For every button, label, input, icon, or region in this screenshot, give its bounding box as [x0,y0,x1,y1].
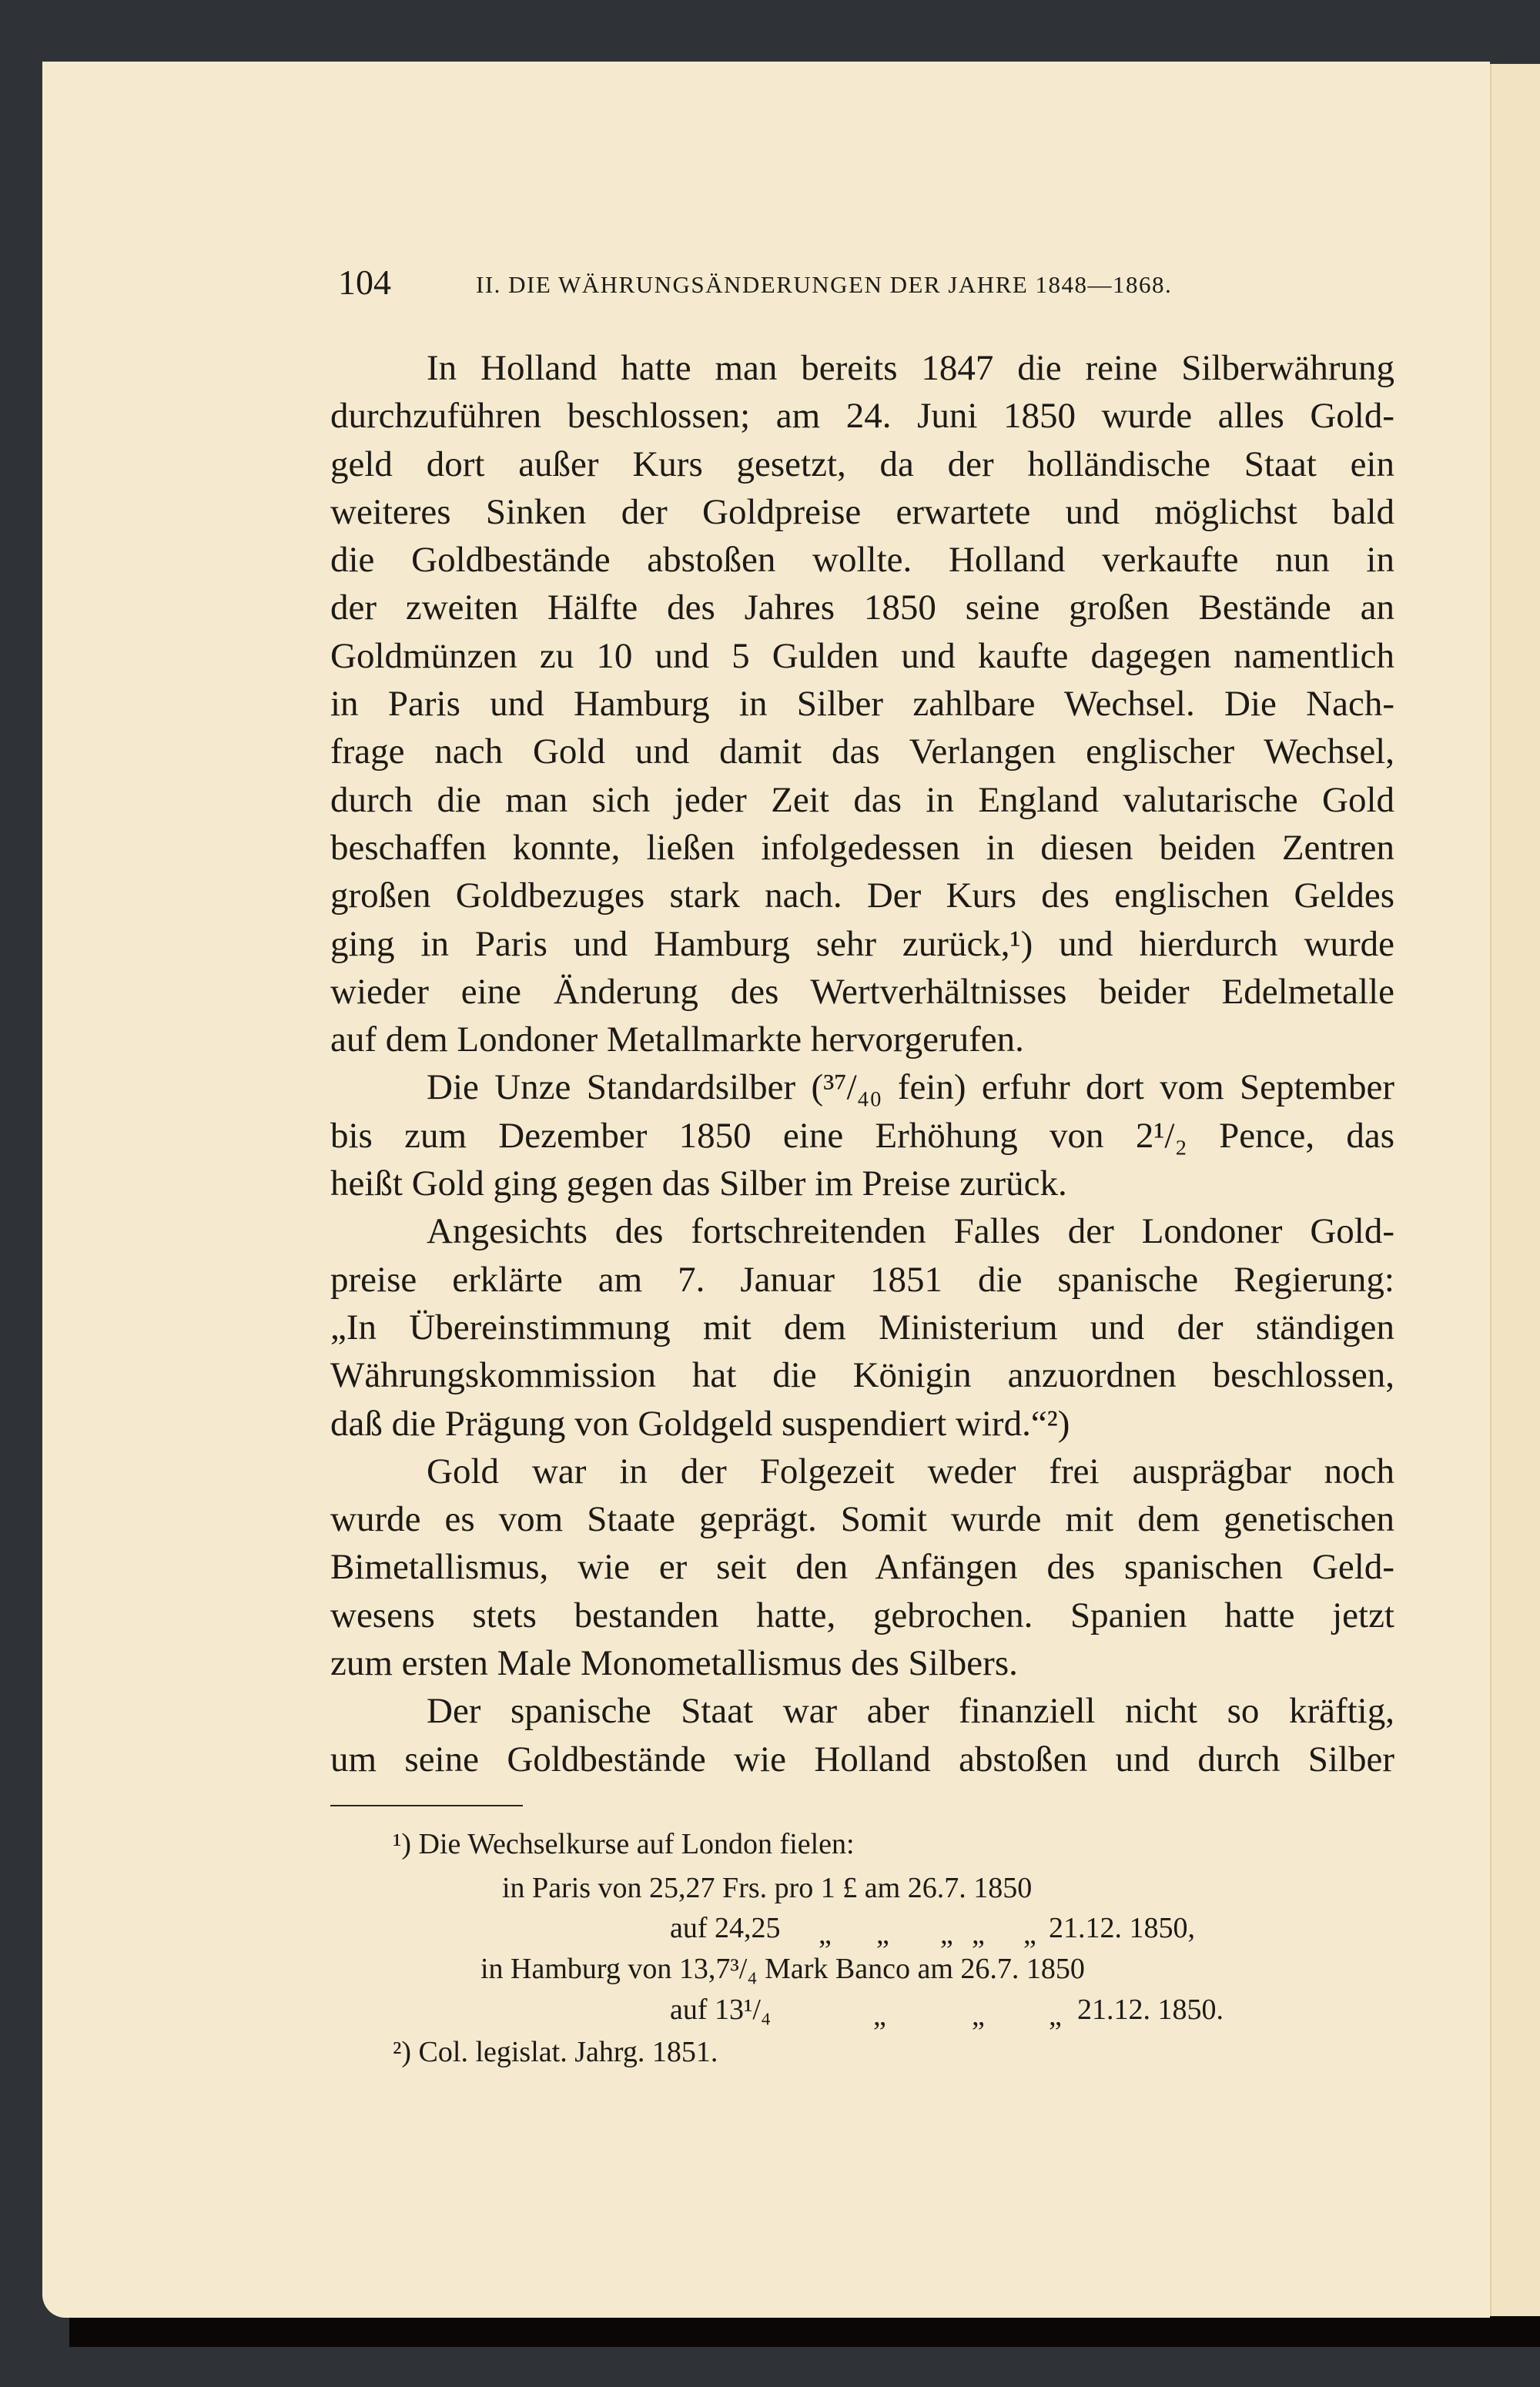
text-line: daß die Prägung von Goldgeld suspendiert wird.“²) [330,1403,1070,1444]
ditto-mark: „ [972,2000,985,2032]
text-line: durch die man sich jeder Zeit das in England valutarische Gold [330,779,1394,820]
text-line: Angesichts des fortschreitenden Falles der Londoner Gold- [427,1211,1394,1252]
ditto-mark: „ [876,1918,889,1950]
text-line: auf dem Londoner Metallmarkte hervorgerufen. [330,1019,1024,1060]
footnote-1-paris-from: in Paris von 25,27 Frs. pro 1 £ am 26.7. 1850 [502,1872,1033,1904]
ditto-mark: „ [873,2000,886,2032]
text-line: frage nach Gold und damit das Verlangen englischer Wechsel, [330,732,1394,772]
text-line: wesens stets bestanden hatte, gebrochen. Spanien hatte jetzt [330,1595,1394,1635]
text-line: um seine Goldbestände wie Holland abstoßen und durch Silber [330,1739,1394,1779]
footnote-2: ²) Col. legislat. Jahrg. 1851. [393,2036,718,2068]
running-title: II. DIE WÄHRUNGSÄNDERUNGEN DER JAHRE 1848—1868. [476,271,1173,298]
text-line: Die Unze Standardsilber (³⁷/₄₀ fein) erfuhr dort vom September [427,1067,1394,1108]
text-line: preise erklärte am 7. Januar 1851 die spanische Regierung: [330,1259,1394,1300]
ditto-mark: „ [940,1918,953,1950]
text-line: bis zum Dezember 1850 eine Erhöhung von 2¹/₂ Pence, das [330,1115,1394,1156]
text-line: geld dort außer Kurs gesetzt, da der holländische Staat ein [330,444,1394,484]
text-line: großen Goldbezuges stark nach. Der Kurs des englischen Geldes [330,875,1394,916]
footnote-1-hamburg-from: in Hamburg von 13,7³/₄ Mark Banco am 26.7. 1850 [480,1953,1085,1985]
footnote-1-hamburg-date: 21.12. 1850. [1077,1994,1224,2026]
text-line: durchzuführen beschlossen; am 24. Juni 1850 wurde alles Gold- [330,396,1394,437]
text-line: die Goldbestände abstoßen wollte. Holland verkaufte nun in [330,540,1394,581]
text-line: in Paris und Hamburg in Silber zahlbare Wechsel. Die Nach- [330,684,1394,725]
text-line: heißt Gold ging gegen das Silber im Preise zurück. [330,1163,1067,1204]
text-line: In Holland hatte man bereits 1847 die reine Silberwährung [427,348,1394,388]
text-line: ging in Paris und Hamburg sehr zurück,¹) und hierdurch wurde [330,923,1394,964]
body-text [330,344,1394,1783]
text-line: Der spanische Staat war aber finanziell nicht so kräftig, [427,1691,1394,1732]
footnote-1-hamburg-to: auf 13¹/₄ [670,1994,772,2026]
text-line: weiteres Sinken der Goldpreise erwartete und möglichst bald [330,491,1394,532]
text-line: „In Übereinstimmung mit dem Ministerium und der ständigen [330,1307,1394,1348]
footnote-1-paris-date: 21.12. 1850, [1049,1912,1195,1944]
ditto-mark: „ [972,1918,985,1950]
text-line: wieder eine Änderung des Wertverhältnisses beider Edelmetalle [330,971,1394,1012]
ditto-mark: „ [1023,1918,1036,1950]
text-line: der zweiten Hälfte des Jahres 1850 seine großen Bestände an [330,588,1394,628]
next-page-edge [1490,64,1540,2316]
text-line: zum ersten Male Monometallismus des Silbers. [330,1643,1018,1684]
ditto-mark: „ [1049,2000,1062,2032]
text-line: Gold war in der Folgezeit weder frei ausprägbar noch [427,1451,1394,1491]
footnote-rule [330,1805,523,1806]
text-line: beschaffen konnte, ließen infolgedessen in diesen beiden Zentren [330,827,1394,868]
text-line: Goldmünzen zu 10 und 5 Gulden und kaufte dagegen namentlich [330,635,1394,676]
page-number: 104 [338,263,391,302]
footnote-1-paris-to: auf 24,25 [670,1912,781,1944]
text-line: Bimetallismus, wie er seit den Anfängen des spanischen Geld- [330,1547,1394,1588]
footnote-1-title: ¹) Die Wechselkurse auf London fielen: [393,1828,855,1860]
text-line: wurde es vom Staate geprägt. Somit wurde mit dem genetischen [330,1499,1394,1540]
text-line: Währungskommission hat die Königin anzuordnen beschlossen, [330,1355,1394,1396]
page-header [0,262,1540,308]
ditto-mark: „ [819,1918,832,1950]
